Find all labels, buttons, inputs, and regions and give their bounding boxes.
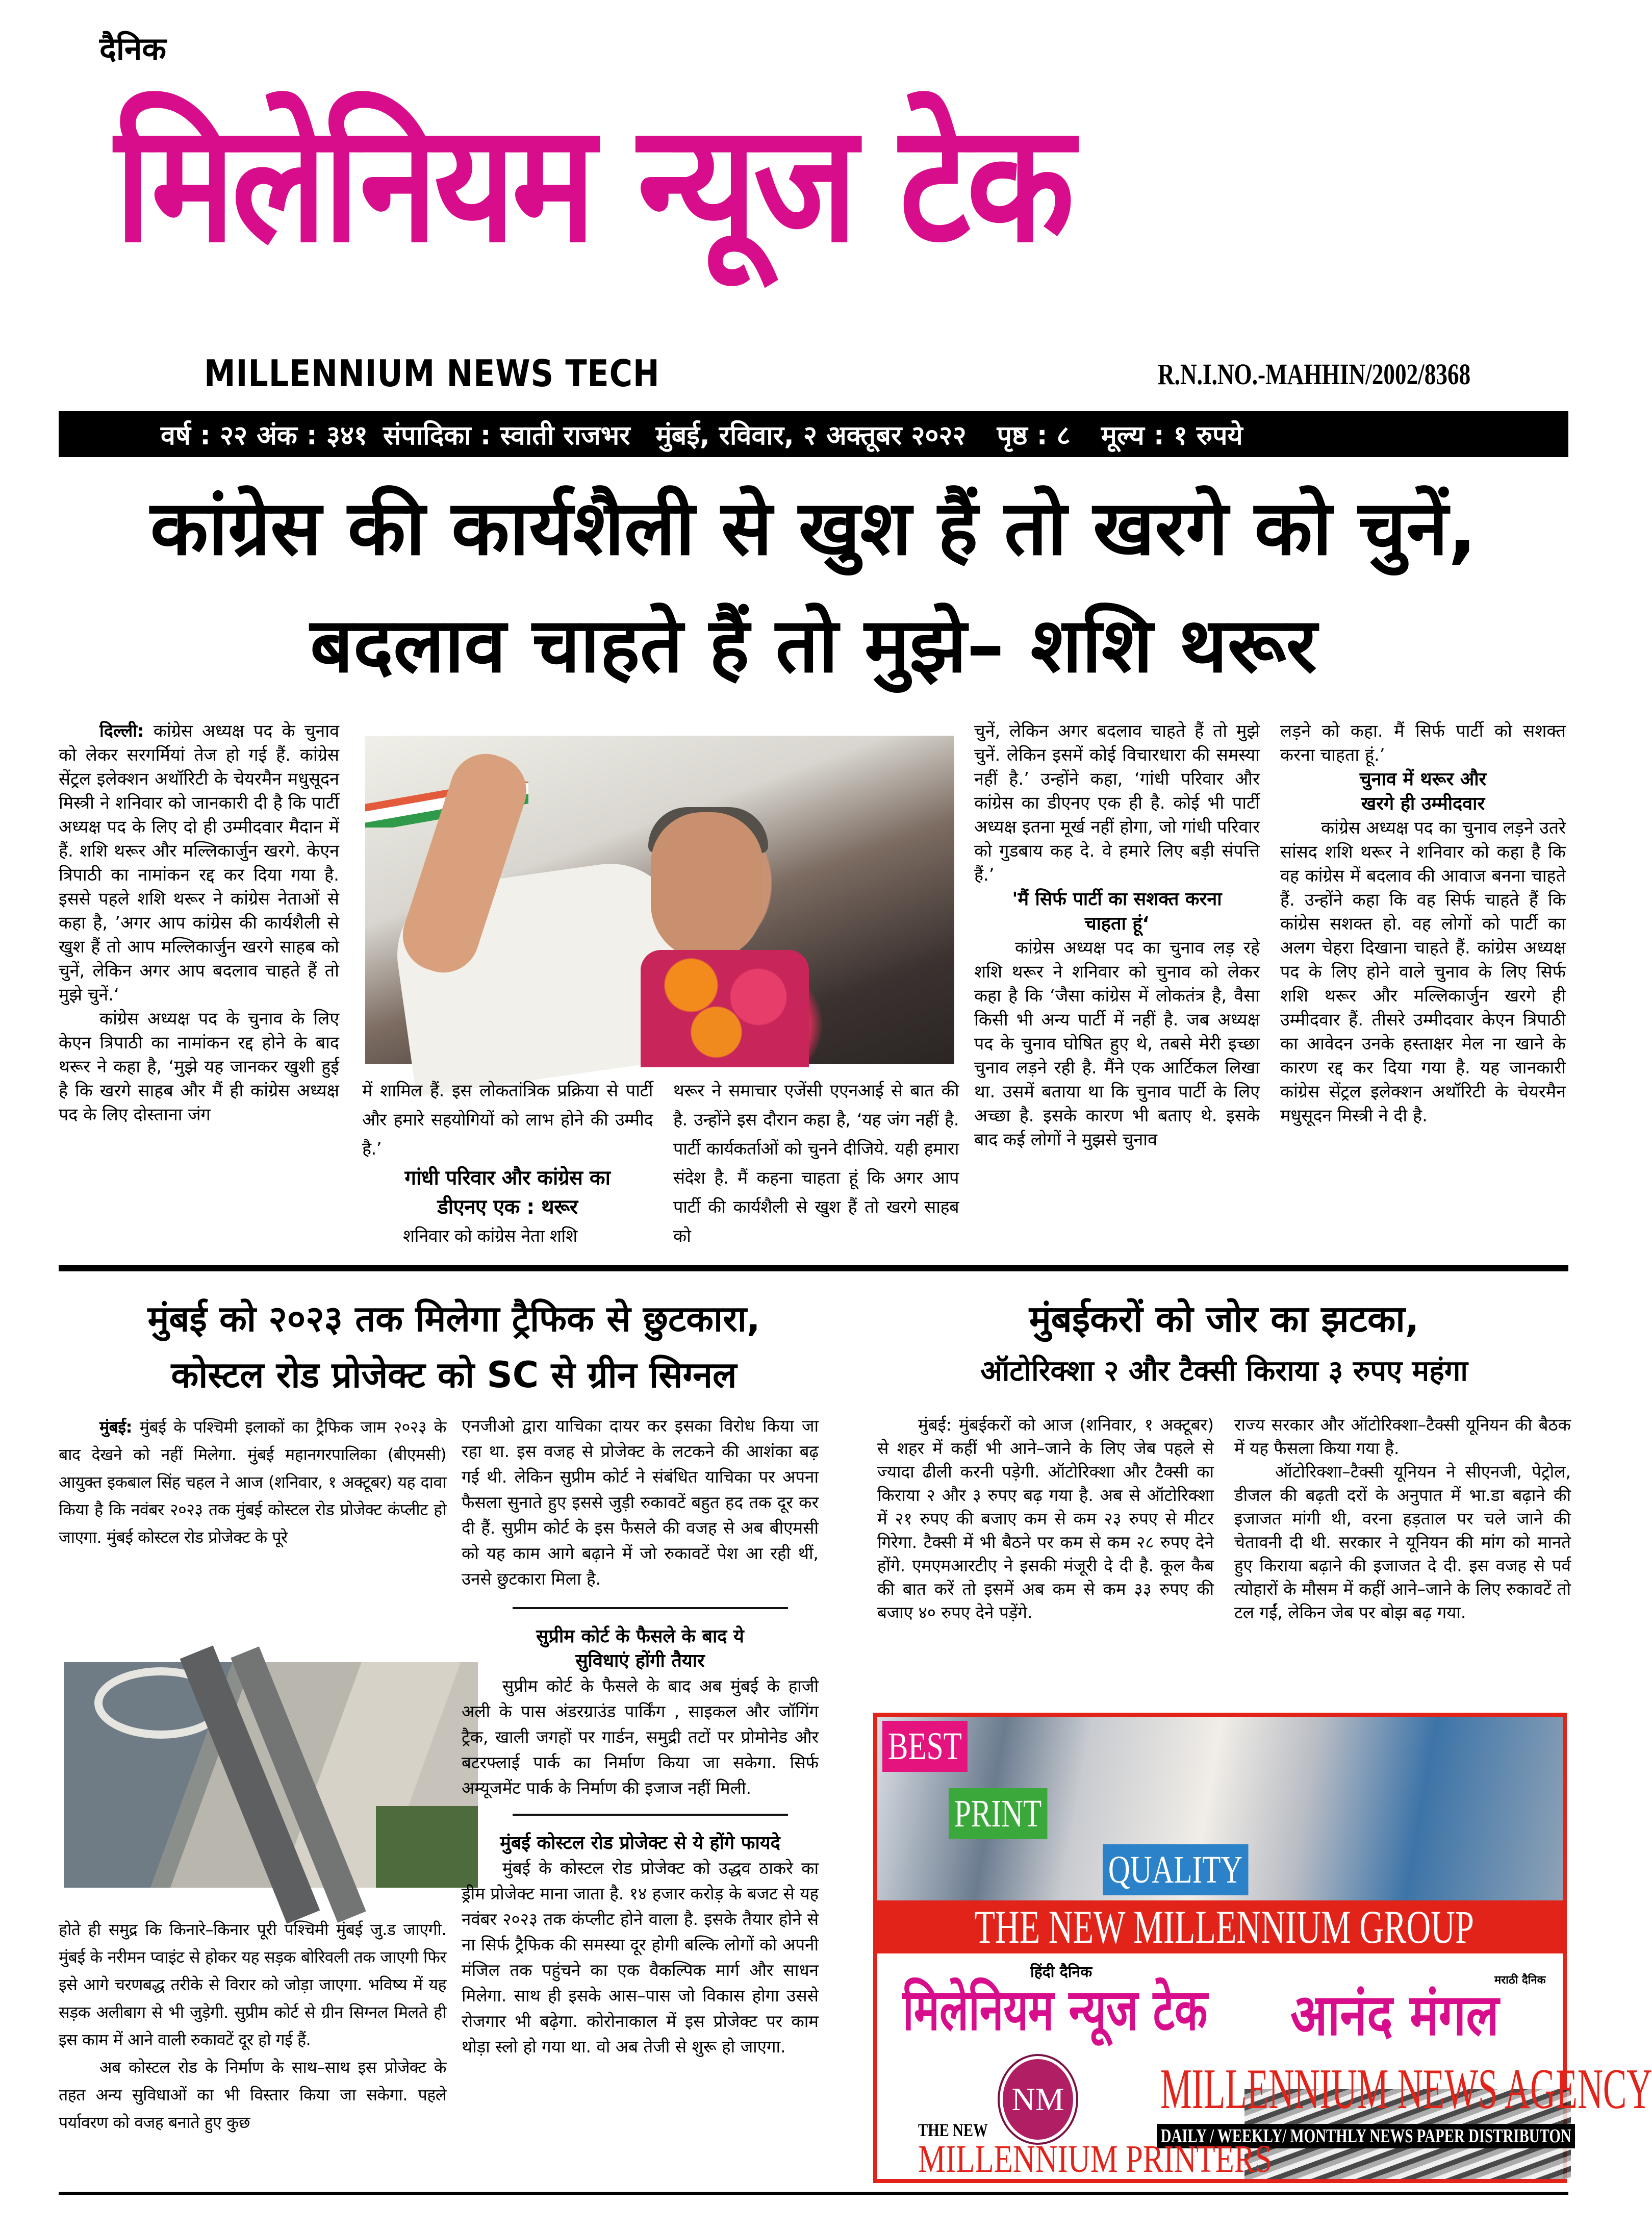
fare-paragraph: ऑटोरिक्शा–टैक्सी यूनियन ने सीएनजी, पेट्रोल, डीजल की बढ़ती दरों के अनुपात में भा.डा बढ़ाने की इजाजत मांगी थी, वरना हड़ताल पर चले जाने की चेतावनी दी थी. सरकार ने यूनियन की मांग को मानते हुए किराया बढ़ाने की इजाजत दे दी. इस वजह से पर्व त्योहारों के मौसम में कहीं आने–जाने के लिए रुकावटें तो टल गईं, लेकिन जेब पर बोझ बढ़ गया. <box>1234 1462 1571 1622</box>
section-divider <box>59 1265 1568 1271</box>
fare-column-1 <box>877 1413 1214 1624</box>
coastal-paragraph: अब कोस्टल रोड के निर्माण के साथ–साथ इस प्रोजेक्ट के तहत अन्य सुविधाओं का भी विस्तार किया जा सकेगा. पहले पर्यावरण को वजह बनाते हुए कुछ <box>59 2058 446 2132</box>
fare-paragraph: मुंबई: मुंबईकरों को आज (शनिवार, १ अक्टूबर) से शहर में कहीं भी आने–जाने के लिए जेब पहले से ज्यादा ढीली करनी पड़ेगी. ऑटोरिक्शा और टैक्सी का किराया २ और ३ रुपए बढ़ गया है. अब से ऑटोरिक्शा में २१ रुपए की बजाए कम से कम २३ रुपए से मीटर गिरेगा. टैक्सी में भी बैठने पर कम से कम २८ रुपए देने होंगे. एमएमआरटीए ने इसकी मंजूरी दे दी है. कूल कैब की बात करें तो इसमें अब कम से कम ३३ रुपए की बजाए ४० रुपए देने पड़ेंगे. <box>877 1415 1214 1622</box>
coastal-paragraph: मुंबई के कोस्टल रोड प्रोजेक्ट को उद्धव ठाकरे का ड्रीम प्रोजेक्ट माना जाता है. १४ हजार करोड़ के बजट से यह नवंबर २०२३ तक कंप्लीट होने वाला है. इसके तैयार होने से ना सिर्फ ट्रैफिक की समस्या दूर होगी बल्कि लोगों को अपनी मंजिल तक पहुंचने का एक वैकल्पिक मार्ग और साधन मिलेगा. साथ ही इसके आस–पास जो विकास होगा उससे रोजगार भी बढ़ेगा. कोरोनाकाल में इस प्रोजेक्ट पर काम थोड़ा स्लो हो गया था. वो अब तेजी से शुरू हो जाएगा. <box>462 1858 819 2057</box>
ad-tag-best: BEST <box>882 1721 968 1772</box>
fare-headline <box>867 1291 1581 1395</box>
ad-nmp-logo-icon: NM <box>1000 2056 1076 2143</box>
ad-marathi-label: मराठी दैनिक <box>1494 1974 1546 1987</box>
ad-printers-prefix: THE NEW <box>918 2120 988 2140</box>
photo-face <box>651 812 763 960</box>
coastal-headline-line2: कोस्टल रोड प्रोजेक्ट को SC से ग्रीन सिग्नल <box>171 1354 737 1396</box>
coastal-paragraph: मुंबई: मुंबई के पश्चिमी इलाकों का ट्रैफिक जाम २०२३ के बाद देखने को नहीं मिलेगा. मुंबई महानगरपालिका (बीएमसी) आयुक्त इकबाल सिंह चहल ने आज (शनिवार, १ अक्टूबर) यह दावा किया है कि नवंबर २०२३ तक मुंबई कोस्टल रोड प्रोजेक्ट कंप्लीट हो जाएगा. मुंबई कोस्टल रोड प्रोजेक्ट के पूरे <box>59 1417 446 1547</box>
editor: संपादिका : स्वाती राजभर <box>383 420 630 451</box>
lead-headline-line1: कांग्रेस की कार्यशैली से खुश हैं तो खरगे को चुनें, <box>150 484 1477 572</box>
lead-column-4 <box>974 719 1260 1152</box>
rni-number: R.N.I.NO.-MAHHIN/2002/8368 <box>1158 358 1471 391</box>
photo-garland <box>641 950 809 1067</box>
lead-paragraph: कांग्रेस अध्यक्ष पद का चुनाव लड़ने उतरे सांसद शशि थरूर ने शनिवार को कहा है कि वह कांग्रेस में बदलाव की आवाज बनना चाहते हैं. उन्होंने कहा कि वह सिर्फ चाहते हैं कि कांग्रेस सशक्त हो. वह लोगों को पार्टी का अलग चेहरा दिखाना चाहते हैं. कांग्रेस अध्यक्ष पद के लिए होने वाले चुनाव के लिए सिर्फ शशि थरूर और मल्लिकार्जुन खरगे ही उम्मीदवार हैं. तीसरे उम्मीदवार केएन त्रिपाठी का आवेदन उनके हस्ताक्षर मेल ना खाने के कारण रद्द कर दिया गया है. यह जानकारी कांग्रेस सेंट्रल इलेक्शन अथॉरिटी के चेयरमैन मधुसूदन मिस्त्री ने दी है. <box>1280 818 1566 1126</box>
lead-paragraph: लड़ने को कहा. मैं सिर्फ पार्टी को सशक्त करना चाहता हूं.’ <box>1280 721 1566 765</box>
coastal-road-photo <box>64 1662 478 1888</box>
lead-column-3 <box>673 1076 959 1251</box>
ad-distribution-strip: DAILY / WEEKLY/ MONTHLY NEWS PAPER DISTRIBUTON <box>1157 2124 1575 2148</box>
ad-group-banner: THE NEW MILLENNIUM GROUP <box>877 1900 1563 1953</box>
ad-agency-name: MILLENNIUM NEWS AGENCY <box>1160 2058 1652 2121</box>
page-bottom-rule <box>59 2192 1568 2195</box>
dateline: दिल्ली: <box>99 721 144 741</box>
ad-marathi-paper: आनंद मंगल <box>1290 1982 1499 2048</box>
coastal-paragraph: सुप्रीम कोर्ट के फैसले के बाद अब मुंबई के हाजी अली के पास अंडरग्राउंड पार्किंग , साइकल और जॉगिंग ट्रैक, खाली जगहों पर गार्डन, समुद्री तटों पर प्रोमोनेड और बटरफ्लाई पार्क का निर्माण किया जा सकेगा. सिर्फ अम्यूजमेंट पार्क के निर्माण की इजाज नहीं मिली. <box>462 1676 819 1798</box>
masthead-title: मिलेनियम न्यूज टेक <box>115 89 1071 279</box>
lead-paragraph: थरूर ने समाचार एजेंसी एएनआई से बात की है. उन्होंने इस दौरान कहा है, ‘यह जंग नहीं है. पार्टी कार्यकर्ताओं को चुनने दीजिये. यही हमारा संदेश है. मैं कहना चाहता हूं कि अगर आप पार्टी की कार्यशैली से खुश हैं तो खरगे साहब को <box>673 1081 959 1246</box>
coastal-paragraph: एनजीओ द्वारा याचिका दायर कर इसका विरोध किया जा रहा था. इस वजह से प्रोजेक्ट के लटकने की आशंका बढ़ गई थी. लेकिन सुप्रीम कोर्ट ने संबंधित याचिका पर अपना फैसला सुनाते हुए इससे जुड़ी रुकावटें बहुत हद तक दूर कर दी हैं. सुप्रीम कोर्ट के इस फैसले की वजह से अब बीएमसी को यह काम आगे बढ़ाने में जो रुकावटें पेश आ रही थीं, उनसे छुटकारा मिला है. <box>462 1416 819 1589</box>
lead-photo-shashi-tharoor <box>365 736 954 1064</box>
coastal-paragraph: होते ही समुद्र कि किनारे–किनार पूरी पश्चिमी मुंबई जु.ड जाएगी. मुंबई के नरीमन प्वाइंट से होकर यह सड़क बोरिवली तक जाएगी फिर इसे आगे चरणबद्ध तरीके से विरार को जोड़ा जाएगा. भविष्य में यह सड़क अलीबाग से भी जुड़ेगी. सुप्रीम कोर्ट से ग्रीन सिग्नल मिलते ही इस काम में आने वाली रुकावटें दूर हो गई हैं. <box>59 1920 446 2049</box>
coastal-column-1-bottom <box>59 1916 446 2136</box>
lead-paragraph: शनिवार को कांग्रेस नेता शशि <box>403 1226 577 1246</box>
ad-printers-name: MILLENNIUM PRINTERS <box>918 2138 1273 2181</box>
lead-subhead-dna: गांधी परिवार और कांग्रेस का डीएनए एक : थरूर <box>404 1166 611 1219</box>
lead-subhead-candidates: चुनाव में थरूर और खरगे ही उम्मीदवार <box>1359 769 1487 814</box>
lead-paragraph: कांग्रेस अध्यक्ष पद का चुनाव लड़ रहे शशि थरूर ने शनिवार को चुनाव को लेकर कहा है कि ‘जैसा कांग्रेस में लोकतंत्र है, वैसा किसी भी अन्य पार्टी में नहीं है. जब अध्यक्ष पद के चुनाव घोषित हुए थे, तबसे मेरी इच्छा चुनाव लड़ने रही है. मैंने एक आर्टिकल लिखा था. उसमें बताया था कि चुनाव पार्टी के लिए अच्छा है. इसके कारण भी बताए थे. इसके बाद कई लोगों ने मुझसे चुनाव <box>974 938 1260 1150</box>
lead-headline <box>59 469 1568 704</box>
lead-subhead-empower: 'मैं सिर्फ पार्टी का सशक्त करना चाहता हूं‘ <box>1012 889 1222 934</box>
ad-tag-quality: QUALITY <box>1103 1844 1248 1895</box>
coastal-subhead-facilities: सुप्रीम कोर्ट के फैसले के बाद ये सुविधाएं होंगी तैयार <box>536 1626 744 1671</box>
advertisement-new-millennium-group[interactable] <box>873 1713 1652 2183</box>
fare-headline-line2: ऑटोरिक्शा २ और टैक्सी किराया ३ रुपए महंगा <box>980 1355 1468 1388</box>
coastal-column-1-top <box>59 1413 446 1551</box>
lead-headline-line2: बदलाव चाहते हैं तो मुझे– शशि थरूर <box>310 602 1317 689</box>
subsection-divider <box>513 1607 788 1609</box>
dateline: मुंबई: <box>99 1417 132 1437</box>
masthead-dainik-label: दैनिक <box>99 30 167 67</box>
masthead-english-title: MILLENNIUM NEWS TECH <box>204 352 660 395</box>
ad-hindi-label: हिंदी दैनिक <box>1030 1963 1092 1981</box>
coastal-column-2 <box>462 1413 819 2060</box>
coastal-subhead-benefits: मुंबई कोस्टल रोड प्रोजेक्ट से ये होंगे फायदे <box>500 1833 780 1853</box>
page-count: पृष्ठ : ८ <box>997 420 1071 451</box>
lead-paragraph: चुनें, लेकिन अगर बदलाव चाहते हैं तो मुझे चुनें. लेकिन इसमें कोई विचारधारा की समस्या नहीं है.’ उन्होंने कहा, ‘गांधी परिवार और कांग्रेस का डीएनए एक ही है. कोई भी पार्टी अध्यक्ष इतना मूर्ख नहीं होगा, जो गांधी परिवार को गुडबाय कह दे. वे हमारे लिए बड़ी संपत्ति हैं.’ <box>974 721 1260 885</box>
lead-paragraph: में शामिल हैं. इस लोकतांत्रिक प्रक्रिया से पार्टी और हमारे सहयोगियों को लाभ होने की उम्मीद है.’ <box>362 1081 653 1159</box>
fare-paragraph: राज्य सरकार और ऑटोरिक्शा–टैक्सी यूनियन की बैठक में यह फैसला किया गया है. <box>1234 1415 1571 1458</box>
lead-paragraph: कांग्रेस अध्यक्ष पद के चुनाव के लिए केएन त्रिपाठी का नामांकन रद्द होने के बाद थरूर ने कहा है, ‘मुझे यह जानकर खुशी हुई है कि खरगे साहब और मैं ही कांग्रेस अध्यक्ष पद के लिए दोस्ताना जंग <box>59 1009 339 1125</box>
ad-hindi-paper: मिलेनियम न्यूज टेक <box>903 1977 1208 2043</box>
fare-column-2 <box>1234 1413 1571 1624</box>
subsection-divider <box>513 1814 788 1816</box>
lead-paragraph: दिल्ली: कांग्रेस अध्यक्ष पद के चुनाव को लेकर सरगर्मियां तेज हो गई हैं. कांग्रेस सेंट्रल इलेक्शन अथॉरिटी के चेयरमैन मधुसूदन मिस्त्री ने शनिवार को जानकारी दी है कि पार्टी अध्यक्ष पद के लिए दो ही उम्मीदवार मैदान में हैं. शशि थरूर और मल्लिकार्जुन खरगे. केएन त्रिपाठी का नामांकन रद्द कर दिया गया है. इससे पहले शशि थरूर ने कांग्रेस नेताओं से कहा है, ’अगर आप कांग्रेस की कार्यशैली से खुश हैं तो आप मल्लिकार्जुन खरगे साहब को चुनें, लेकिन अगर आप बदलाव चाहते हैं तो मुझे चुनें.‘ <box>59 721 339 1005</box>
lead-column-1 <box>59 719 339 1127</box>
coastal-headline <box>59 1291 849 1403</box>
lead-column-2 <box>362 1076 653 1251</box>
lead-column-5 <box>1280 719 1566 1128</box>
issue-info-bar <box>59 411 1568 457</box>
ad-tag-print: PRINT <box>949 1788 1047 1839</box>
place-date: मुंबई, रविवार, २ अक्तूबर २०२२ <box>655 420 967 451</box>
volume-issue: वर्ष : २२ अंक : ३४१ <box>161 420 368 451</box>
price: मूल्य : १ रुपये <box>1101 420 1243 451</box>
fare-headline-line1: मुंबईकरों को जोर का झटका, <box>1029 1297 1419 1340</box>
coastal-headline-line1: मुंबई को २०२३ तक मिलेगा ट्रैफिक से छुटकारा, <box>147 1298 760 1340</box>
